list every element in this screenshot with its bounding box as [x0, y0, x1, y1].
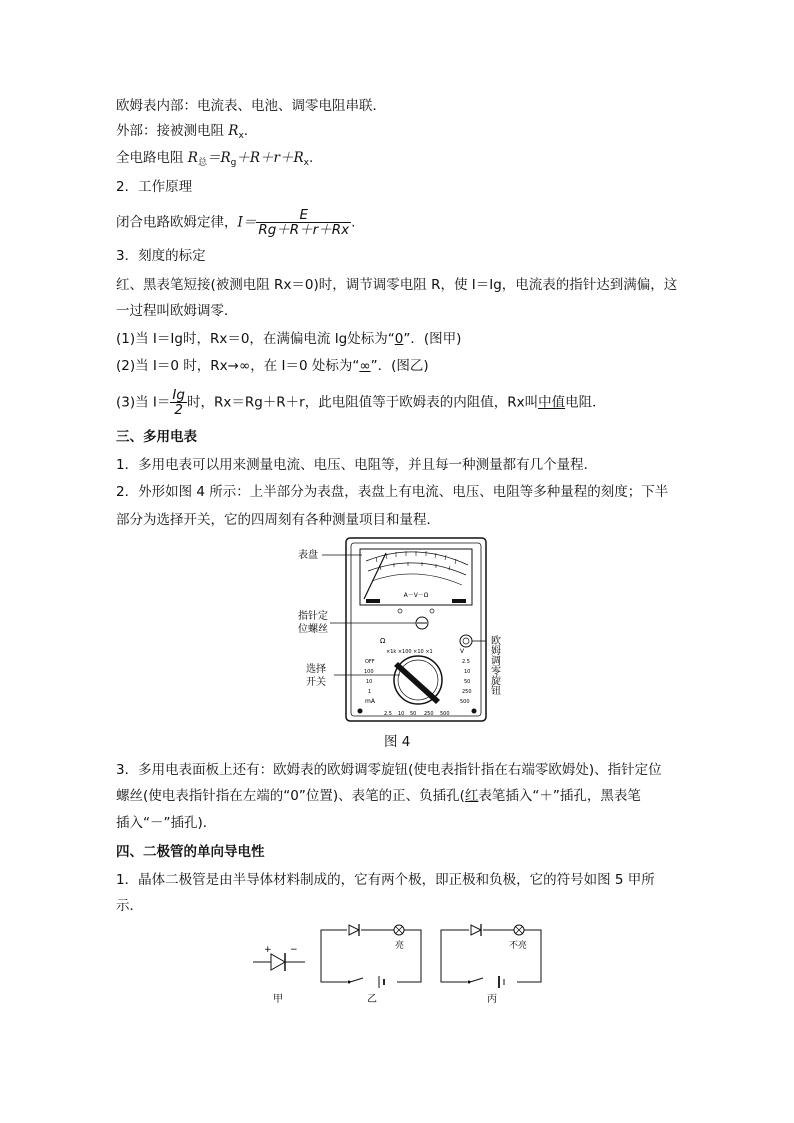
- paragraph-zeroing-2: 一过程叫欧姆调零．: [116, 303, 238, 319]
- underlined: ∞: [359, 358, 371, 374]
- label-screw-1: 指针定: [298, 611, 328, 622]
- case-1: [116, 329, 461, 349]
- range-v-2: 10: [464, 669, 471, 675]
- text: .: [351, 214, 356, 231]
- plus-sign: +: [264, 945, 272, 955]
- range-ac-4: 250: [424, 711, 434, 717]
- paragraph-ohmmeter-inside: [116, 96, 386, 116]
- ohm-zero-knob[interactable]: [460, 635, 472, 647]
- var: ＝R: [206, 150, 231, 166]
- v-label: V: [460, 648, 465, 655]
- var: I＝: [237, 214, 257, 231]
- text: 螺丝(使电表指针指在左端的“0”位置)、表笔的正、负插孔(: [116, 788, 465, 804]
- case-2: [116, 356, 429, 376]
- range-ma-10: 10: [366, 679, 373, 685]
- paragraph-diode-2: 示．: [116, 898, 143, 914]
- text: (3)当 I＝: [116, 394, 171, 411]
- range-ac-3: 50: [410, 711, 417, 717]
- caption-a: 甲: [273, 994, 283, 1005]
- paragraph-panel-3: 插入“－”插孔)．: [116, 815, 217, 831]
- circuit-unlit: [441, 924, 541, 988]
- figure-diode-circuits: [245, 918, 555, 1008]
- text: 表笔插入“＋”插孔，黑表笔: [478, 788, 641, 804]
- paragraph-multimeter-2: 2．外形如图 4 所示：上半部分为表盘，表盘上有电流、电压、电阻等多种量程的刻度；下半: [116, 484, 669, 500]
- paragraph-diode-1: 1．晶体二极管是由半导体材料制成的，它有两个极，即正极和负极，它的符号如图 5 甲所: [116, 872, 655, 888]
- sub: x: [303, 158, 309, 168]
- formula-ohm-law: [116, 208, 355, 237]
- range-v-3: 50: [464, 679, 471, 685]
- sub: g: [230, 158, 237, 168]
- label-switch-2: 开关: [306, 677, 326, 688]
- sub: 总: [197, 158, 207, 168]
- text: 外部：接被测电阻: [116, 123, 229, 139]
- text: ”．(图甲): [403, 331, 462, 347]
- range-v-4: 250: [462, 689, 472, 695]
- text: .: [243, 123, 249, 139]
- heading-multimeter: 三、多用电表: [116, 429, 197, 445]
- fraction: [256, 208, 351, 237]
- text: .: [309, 150, 314, 166]
- caption-c: 丙: [487, 994, 497, 1005]
- label-screw-2: 位螺丝: [298, 624, 328, 635]
- numerator: Ig: [172, 387, 185, 403]
- range-top: ×1k ×100 ×10 ×1: [386, 649, 433, 655]
- label-dial: 表盘: [298, 550, 318, 561]
- denominator: 2: [174, 402, 183, 418]
- text: (1)当 I＝Ig时，Rx＝0，在满偏电流 Ig处标为“: [116, 331, 395, 347]
- range-ma-100: 100: [364, 669, 374, 675]
- paragraph-panel-2: [116, 786, 641, 806]
- underlined: 0: [394, 331, 404, 347]
- off-label: OFF: [365, 659, 375, 665]
- text: ”．(图乙): [370, 358, 429, 374]
- paragraph-multimeter-3: 部分为选择开关，它的四周刻有各种测量项目和量程．: [116, 512, 440, 528]
- scale-label: A－V－Ω: [403, 592, 429, 599]
- paragraph-total-resistance: [116, 148, 313, 173]
- diode-symbol: [253, 953, 305, 971]
- range-ac-2: 10: [398, 711, 405, 717]
- circuit-lit: [321, 924, 421, 988]
- label-knob: 欧姆调零旋钮: [488, 635, 500, 695]
- case-3: [116, 388, 606, 417]
- caption-b: 乙: [367, 994, 377, 1005]
- range-v-5: 500: [460, 699, 470, 705]
- var: R: [187, 150, 198, 166]
- text: 电阻．: [565, 394, 606, 411]
- paragraph-zeroing-1: 红、黑表笔短接(被测电阻 Rx＝0)时，调节调零电阻 R，使 I＝Ig，电流表的指针达到满偏，这: [116, 277, 678, 293]
- range-v-1: 2.5: [462, 659, 470, 665]
- var: R: [228, 123, 239, 139]
- heading-diode: 四、二极管的单向导电性: [116, 844, 265, 860]
- underlined: 中值: [538, 394, 566, 411]
- figure4-caption: 图 4: [384, 734, 411, 750]
- range-ma-1: 1: [368, 689, 372, 695]
- text: 欧姆表内部：电流表、电池、调零电阻串联．: [116, 98, 386, 114]
- heading-calibration: 3．刻度的标定: [116, 248, 206, 264]
- label-unlit: 不亮: [509, 941, 528, 951]
- paragraph-outside: [116, 121, 248, 146]
- underlined: 红: [464, 788, 479, 804]
- paragraph-multimeter-1: 1．多用电表可以用来测量电流、电压、电阻等，并且每一种测量都有几个量程．: [116, 457, 598, 473]
- text: 时，Rx＝Rg＋R＋r，此电阻值等于欧姆表的内阻值，Rx叫: [186, 394, 539, 411]
- range-ac-1: 2.5: [384, 711, 392, 717]
- text: 闭合电路欧姆定律，: [116, 214, 238, 231]
- figure-multimeter: [290, 535, 510, 750]
- omega-label: Ω: [380, 637, 386, 645]
- heading-working-principle: 2．工作原理: [116, 179, 193, 195]
- paragraph-panel-1: 3．多用电表面板上还有：欧姆表的欧姆调零旋钮(使电表指针指在右端零欧姆处)、指针定位: [116, 762, 662, 778]
- fraction: [170, 388, 187, 417]
- ma-label: mA: [365, 698, 375, 705]
- label-lit: 亮: [395, 941, 405, 951]
- label-switch-1: 选择: [306, 664, 326, 675]
- var: ＋R＋r＋R: [236, 150, 304, 166]
- text: 全电路电阻: [116, 150, 188, 166]
- range-ac-5: 500: [440, 711, 450, 717]
- denominator: Rg＋R＋r＋Rx: [258, 222, 350, 238]
- sub: x: [238, 131, 244, 141]
- numerator: E: [256, 208, 351, 223]
- text: (2)当 I＝0 时，Rx→∞，在 I＝0 处标为“: [116, 358, 360, 374]
- minus-sign: −: [290, 945, 298, 955]
